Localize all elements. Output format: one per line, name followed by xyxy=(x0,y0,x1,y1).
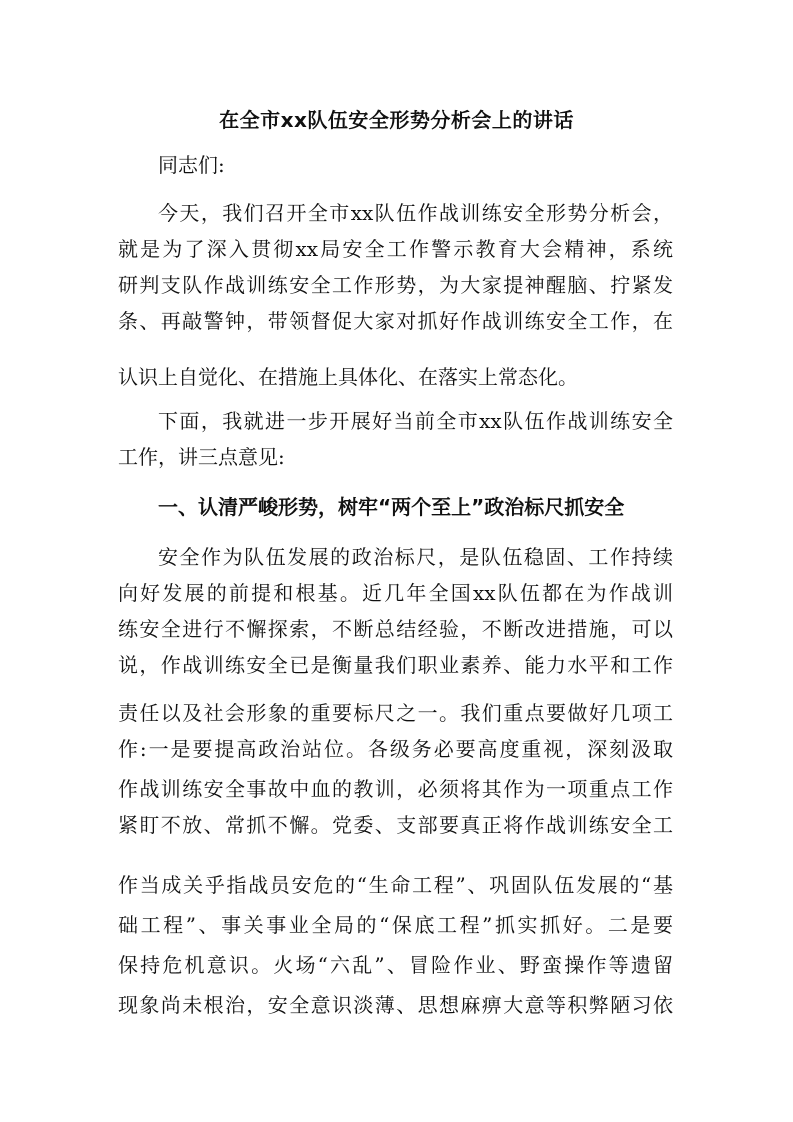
paragraph-line: 安全作为队伍发展的政治标尺，是队伍稳固、工作持续 xyxy=(158,545,673,569)
paragraph-line: 条、再敲警钟，带领督促大家对抓好作战训练安全工作，在 xyxy=(118,309,673,333)
paragraph-line: 研判支队作战训练安全工作形势，为大家提神醒脑、拧紧发 xyxy=(118,273,673,297)
paragraph-line: 责任以及社会形象的重要标尺之一。我们重点要做好几项工 xyxy=(118,701,673,725)
paragraph-line: 保持危机意识。火场“六乱”、冒险作业、野蛮操作等遗留 xyxy=(118,953,673,977)
paragraph-line: 认识上自觉化、在措施上具体化、在落实上常态化。 xyxy=(118,365,578,389)
paragraph-line: 工作，讲三点意见: xyxy=(118,445,285,469)
paragraph-line: 作战训练安全事故中血的教训，必须将其作为一项重点工作 xyxy=(118,777,673,801)
paragraph-line: 础工程”、事关事业全局的“保底工程”抓实抓好。二是要 xyxy=(118,913,673,937)
paragraph-line: 今天，我们召开全市xx队伍作战训练安全形势分析会， xyxy=(158,201,673,225)
paragraph-line: 练安全进行不懈探索，不断总结经验，不断改进措施，可以 xyxy=(118,617,673,641)
paragraph-line: 作:一是要提高政治站位。各级务必要高度重视，深刻汲取 xyxy=(118,737,673,761)
document-title: 在全市xx队伍安全形势分析会上的讲话 xyxy=(219,108,574,132)
paragraph-line: 说，作战训练安全已是衡量我们职业素养、能力水平和工作 xyxy=(118,653,673,677)
salutation: 同志们: xyxy=(158,153,225,177)
paragraph-line: 下面，我就进一步开展好当前全市xx队伍作战训练安全 xyxy=(158,409,673,433)
paragraph-line: 现象尚未根治，安全意识淡薄、思想麻痹大意等积弊陋习依 xyxy=(118,993,673,1017)
paragraph-line: 作当成关乎指战员安危的“生命工程”、巩固队伍发展的“基 xyxy=(118,873,673,897)
paragraph-line: 紧盯不放、常抓不懈。党委、支部要真正将作战训练安全工 xyxy=(118,813,673,837)
paragraph-line: 就是为了深入贯彻xx局安全工作警示教育大会精神，系统 xyxy=(118,237,673,261)
paragraph-line: 向好发展的前提和根基。近几年全国xx队伍都在为作战训 xyxy=(118,581,673,605)
section-heading: 一、认清严峻形势，树牢“两个至上”政治标尺抓安全 xyxy=(158,495,625,519)
